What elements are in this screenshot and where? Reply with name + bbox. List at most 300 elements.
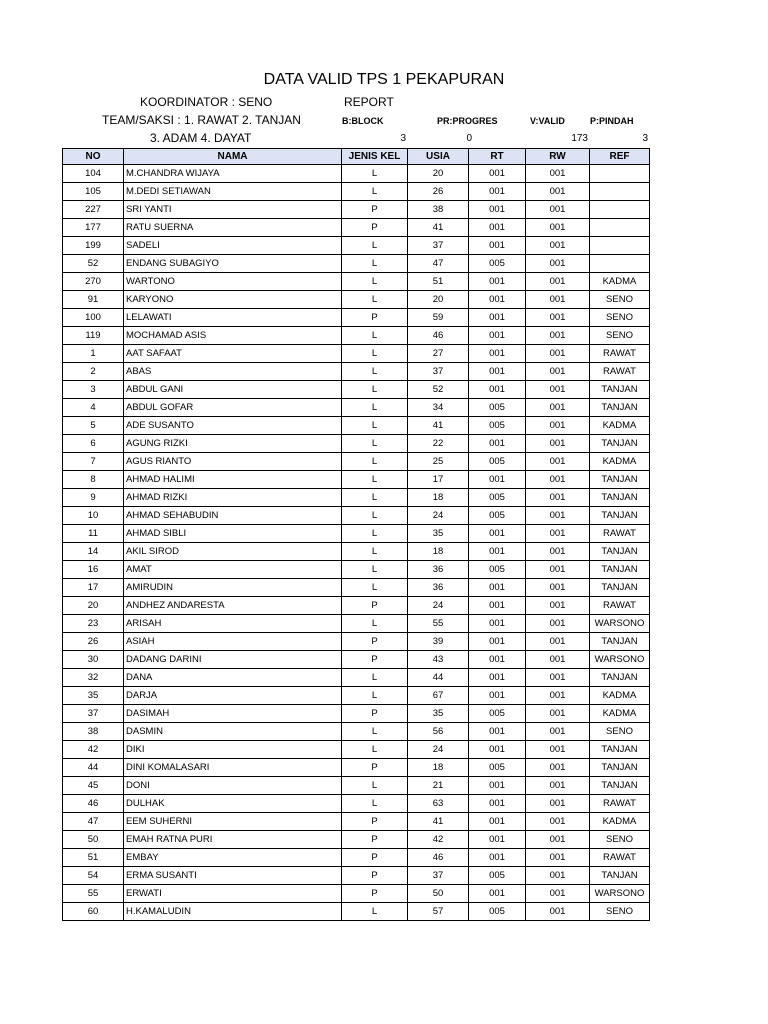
cell-no: 6 — [63, 435, 124, 453]
cell-usia: 37 — [408, 363, 469, 381]
cell-jenis-kel: L — [342, 471, 408, 489]
table-row — [63, 831, 650, 849]
table-row — [63, 201, 650, 219]
table-row — [63, 291, 650, 309]
cell-nama: AMAT — [124, 561, 342, 579]
cell-rt: 001 — [469, 219, 526, 237]
cell-usia: 67 — [408, 687, 469, 705]
cell-rw: 001 — [526, 381, 590, 399]
table-row — [63, 489, 650, 507]
cell-nama: DINI KOMALASARI — [124, 759, 342, 777]
table-row — [63, 813, 650, 831]
cell-rw: 001 — [526, 669, 590, 687]
legend-block: B:BLOCK — [342, 116, 384, 126]
cell-jenis-kel: L — [342, 669, 408, 687]
cell-rt: 001 — [469, 615, 526, 633]
cell-no: 119 — [63, 327, 124, 345]
cell-no: 47 — [63, 813, 124, 831]
cell-jenis-kel: L — [342, 507, 408, 525]
cell-jenis-kel: P — [342, 759, 408, 777]
table-row — [63, 759, 650, 777]
cell-nama: ASIAH — [124, 633, 342, 651]
cell-jenis-kel: L — [342, 183, 408, 201]
cell-ref: TANJAN — [590, 741, 650, 759]
cell-nama: ENDANG SUBAGIYO — [124, 255, 342, 273]
cell-usia: 42 — [408, 831, 469, 849]
count-pindah: 3 — [642, 133, 648, 144]
cell-jenis-kel: L — [342, 435, 408, 453]
cell-rt: 005 — [469, 417, 526, 435]
table-row — [63, 705, 650, 723]
legend-progres: PR:PROGRES — [437, 116, 498, 126]
cell-rw: 001 — [526, 579, 590, 597]
cell-jenis-kel: L — [342, 327, 408, 345]
cell-jenis-kel: P — [342, 867, 408, 885]
cell-no: 30 — [63, 651, 124, 669]
cell-ref: TANJAN — [590, 867, 650, 885]
cell-no: 44 — [63, 759, 124, 777]
table-row — [63, 579, 650, 597]
cell-usia: 22 — [408, 435, 469, 453]
cell-rt: 001 — [469, 525, 526, 543]
cell-ref: TANJAN — [590, 543, 650, 561]
cell-ref: KADMA — [590, 705, 650, 723]
cell-ref: SENO — [590, 327, 650, 345]
cell-usia: 57 — [408, 903, 469, 921]
cell-no: 1 — [63, 345, 124, 363]
cell-no: 4 — [63, 399, 124, 417]
cell-usia: 37 — [408, 867, 469, 885]
cell-no: 20 — [63, 597, 124, 615]
cell-rt: 001 — [469, 633, 526, 651]
column-header-ref: REF — [590, 149, 650, 165]
cell-rt: 001 — [469, 309, 526, 327]
cell-rw: 001 — [526, 723, 590, 741]
cell-rw: 001 — [526, 597, 590, 615]
cell-no: 16 — [63, 561, 124, 579]
cell-usia: 52 — [408, 381, 469, 399]
cell-nama: AHMAD RIZKI — [124, 489, 342, 507]
cell-no: 104 — [63, 165, 124, 183]
cell-rw: 001 — [526, 651, 590, 669]
cell-jenis-kel: L — [342, 795, 408, 813]
cell-jenis-kel: L — [342, 399, 408, 417]
cell-nama: MOCHAMAD ASIS — [124, 327, 342, 345]
count-block: 3 — [400, 133, 406, 144]
cell-usia: 44 — [408, 669, 469, 687]
cell-no: 8 — [63, 471, 124, 489]
cell-ref — [590, 165, 650, 183]
cell-jenis-kel: L — [342, 363, 408, 381]
cell-rw: 001 — [526, 777, 590, 795]
cell-nama: DASMIN — [124, 723, 342, 741]
cell-rt: 001 — [469, 381, 526, 399]
cell-rw: 001 — [526, 849, 590, 867]
cell-no: 52 — [63, 255, 124, 273]
cell-rw: 001 — [526, 507, 590, 525]
cell-jenis-kel: P — [342, 651, 408, 669]
cell-ref: RAWAT — [590, 345, 650, 363]
cell-ref: TANJAN — [590, 759, 650, 777]
cell-usia: 27 — [408, 345, 469, 363]
table-row — [63, 903, 650, 921]
cell-ref — [590, 237, 650, 255]
cell-ref: TANJAN — [590, 507, 650, 525]
cell-no: 5 — [63, 417, 124, 435]
cell-rt: 001 — [469, 165, 526, 183]
table-row — [63, 777, 650, 795]
cell-rt: 001 — [469, 579, 526, 597]
cell-rt: 001 — [469, 273, 526, 291]
cell-ref: RAWAT — [590, 597, 650, 615]
cell-jenis-kel: P — [342, 309, 408, 327]
cell-nama: M.CHANDRA WIJAYA — [124, 165, 342, 183]
cell-usia: 50 — [408, 885, 469, 903]
cell-no: 26 — [63, 633, 124, 651]
cell-jenis-kel: P — [342, 219, 408, 237]
cell-no: 17 — [63, 579, 124, 597]
cell-ref: TANJAN — [590, 489, 650, 507]
cell-rw: 001 — [526, 435, 590, 453]
cell-jenis-kel: P — [342, 597, 408, 615]
cell-nama: DIKI — [124, 741, 342, 759]
cell-jenis-kel: L — [342, 255, 408, 273]
cell-jenis-kel: L — [342, 381, 408, 399]
cell-rt: 001 — [469, 741, 526, 759]
cell-usia: 36 — [408, 561, 469, 579]
cell-ref: SENO — [590, 309, 650, 327]
cell-rw: 001 — [526, 345, 590, 363]
cell-nama: AKIL SIROD — [124, 543, 342, 561]
cell-rw: 001 — [526, 273, 590, 291]
cell-usia: 20 — [408, 165, 469, 183]
cell-rw: 001 — [526, 561, 590, 579]
cell-jenis-kel: L — [342, 579, 408, 597]
table-body — [63, 165, 650, 921]
cell-usia: 35 — [408, 525, 469, 543]
cell-nama: ERWATI — [124, 885, 342, 903]
cell-jenis-kel: L — [342, 741, 408, 759]
cell-rt: 001 — [469, 849, 526, 867]
table-row — [63, 687, 650, 705]
cell-usia: 51 — [408, 273, 469, 291]
cell-no: 60 — [63, 903, 124, 921]
cell-jenis-kel: L — [342, 525, 408, 543]
table-row — [63, 435, 650, 453]
cell-rt: 001 — [469, 291, 526, 309]
cell-ref: SENO — [590, 831, 650, 849]
cell-jenis-kel: L — [342, 165, 408, 183]
cell-jenis-kel: L — [342, 453, 408, 471]
cell-ref — [590, 255, 650, 273]
column-header-usia: USIA — [408, 149, 469, 165]
cell-usia: 38 — [408, 201, 469, 219]
table-row — [63, 399, 650, 417]
table-row — [63, 543, 650, 561]
cell-nama: ABDUL GANI — [124, 381, 342, 399]
cell-no: 42 — [63, 741, 124, 759]
cell-rt: 005 — [469, 759, 526, 777]
cell-jenis-kel: L — [342, 273, 408, 291]
cell-rt: 001 — [469, 543, 526, 561]
cell-jenis-kel: L — [342, 345, 408, 363]
cell-rw: 001 — [526, 687, 590, 705]
column-header-jenis-kel: JENIS KEL — [342, 149, 408, 165]
cell-rt: 001 — [469, 669, 526, 687]
cell-ref: TANJAN — [590, 435, 650, 453]
cell-no: 11 — [63, 525, 124, 543]
cell-no: 51 — [63, 849, 124, 867]
document-title: DATA VALID TPS 1 PEKAPURAN — [263, 71, 505, 88]
cell-nama: LELAWATI — [124, 309, 342, 327]
cell-nama: RATU SUERNA — [124, 219, 342, 237]
cell-no: 9 — [63, 489, 124, 507]
cell-no: 177 — [63, 219, 124, 237]
table-row — [63, 849, 650, 867]
cell-rt: 001 — [469, 435, 526, 453]
cell-rw: 001 — [526, 309, 590, 327]
cell-rw: 001 — [526, 255, 590, 273]
cell-rw: 001 — [526, 219, 590, 237]
table-row — [63, 381, 650, 399]
cell-ref: KADMA — [590, 453, 650, 471]
cell-usia: 55 — [408, 615, 469, 633]
cell-rt: 001 — [469, 723, 526, 741]
cell-ref: KADMA — [590, 813, 650, 831]
cell-rw: 001 — [526, 363, 590, 381]
cell-nama: AHMAD SEHABUDIN — [124, 507, 342, 525]
cell-rw: 001 — [526, 759, 590, 777]
cell-ref — [590, 201, 650, 219]
cell-usia: 36 — [408, 579, 469, 597]
cell-usia: 25 — [408, 453, 469, 471]
cell-no: 55 — [63, 885, 124, 903]
table-row — [63, 453, 650, 471]
cell-no: 3 — [63, 381, 124, 399]
table-row — [63, 327, 650, 345]
table-row — [63, 165, 650, 183]
cell-jenis-kel: L — [342, 777, 408, 795]
cell-rt: 001 — [469, 795, 526, 813]
table-row — [63, 795, 650, 813]
cell-ref: KADMA — [590, 687, 650, 705]
cell-rt: 001 — [469, 237, 526, 255]
cell-ref: KADMA — [590, 417, 650, 435]
cell-nama: H.KAMALUDIN — [124, 903, 342, 921]
cell-jenis-kel: L — [342, 237, 408, 255]
cell-rw: 001 — [526, 705, 590, 723]
cell-rw: 001 — [526, 903, 590, 921]
cell-rt: 001 — [469, 885, 526, 903]
team-saksi-line-2: 3. ADAM 4. DAYAT — [150, 131, 252, 145]
cell-rt: 001 — [469, 813, 526, 831]
cell-nama: AGUS RIANTO — [124, 453, 342, 471]
cell-no: 46 — [63, 795, 124, 813]
column-header-rt: RT — [469, 149, 526, 165]
cell-jenis-kel: P — [342, 885, 408, 903]
cell-nama: DONI — [124, 777, 342, 795]
cell-nama: EMBAY — [124, 849, 342, 867]
cell-rw: 001 — [526, 813, 590, 831]
cell-no: 14 — [63, 543, 124, 561]
cell-no: 100 — [63, 309, 124, 327]
koordinator-label: KOORDINATOR : SENO — [140, 95, 273, 109]
cell-ref: TANJAN — [590, 579, 650, 597]
cell-jenis-kel: L — [342, 417, 408, 435]
cell-rt: 001 — [469, 363, 526, 381]
cell-nama: SADELI — [124, 237, 342, 255]
cell-rw: 001 — [526, 201, 590, 219]
cell-jenis-kel: L — [342, 615, 408, 633]
cell-no: 7 — [63, 453, 124, 471]
cell-usia: 18 — [408, 543, 469, 561]
table-row — [63, 525, 650, 543]
cell-usia: 35 — [408, 705, 469, 723]
cell-nama: ABAS — [124, 363, 342, 381]
cell-jenis-kel: L — [342, 561, 408, 579]
cell-usia: 34 — [408, 399, 469, 417]
cell-rt: 005 — [469, 453, 526, 471]
count-valid: 173 — [571, 133, 588, 144]
cell-no: 270 — [63, 273, 124, 291]
cell-nama: DANA — [124, 669, 342, 687]
cell-no: 227 — [63, 201, 124, 219]
cell-rt: 001 — [469, 471, 526, 489]
cell-ref — [590, 183, 650, 201]
cell-rt: 001 — [469, 831, 526, 849]
cell-nama: DASIMAH — [124, 705, 342, 723]
cell-usia: 43 — [408, 651, 469, 669]
cell-no: 23 — [63, 615, 124, 633]
cell-no: 2 — [63, 363, 124, 381]
cell-ref: WARSONO — [590, 885, 650, 903]
cell-rw: 001 — [526, 885, 590, 903]
table-row — [63, 183, 650, 201]
table-row — [63, 363, 650, 381]
cell-no: 45 — [63, 777, 124, 795]
cell-usia: 24 — [408, 597, 469, 615]
legend-valid: V:VALID — [530, 116, 565, 126]
table-row — [63, 237, 650, 255]
cell-nama: DARJA — [124, 687, 342, 705]
table-row — [63, 651, 650, 669]
cell-usia: 56 — [408, 723, 469, 741]
cell-no: 38 — [63, 723, 124, 741]
table-row — [63, 633, 650, 651]
cell-nama: WARTONO — [124, 273, 342, 291]
cell-usia: 37 — [408, 237, 469, 255]
cell-nama: ARISAH — [124, 615, 342, 633]
cell-usia: 47 — [408, 255, 469, 273]
voter-table — [62, 148, 650, 921]
cell-nama: EEM SUHERNI — [124, 813, 342, 831]
cell-rt: 005 — [469, 507, 526, 525]
cell-jenis-kel: L — [342, 489, 408, 507]
cell-jenis-kel: P — [342, 831, 408, 849]
cell-nama: EMAH RATNA PURI — [124, 831, 342, 849]
cell-usia: 24 — [408, 507, 469, 525]
cell-nama: ADE SUSANTO — [124, 417, 342, 435]
cell-rw: 001 — [526, 741, 590, 759]
column-header-nama: NAMA — [124, 149, 342, 165]
cell-ref: TANJAN — [590, 777, 650, 795]
table-row — [63, 723, 650, 741]
cell-jenis-kel: P — [342, 849, 408, 867]
cell-jenis-kel: L — [342, 291, 408, 309]
cell-no: 37 — [63, 705, 124, 723]
cell-ref: TANJAN — [590, 561, 650, 579]
cell-usia: 18 — [408, 489, 469, 507]
cell-rw: 001 — [526, 453, 590, 471]
cell-no: 32 — [63, 669, 124, 687]
cell-ref: SENO — [590, 291, 650, 309]
cell-rw: 001 — [526, 417, 590, 435]
cell-ref — [590, 219, 650, 237]
table-header-row — [63, 149, 650, 165]
table-row — [63, 885, 650, 903]
cell-ref: WARSONO — [590, 651, 650, 669]
cell-usia: 41 — [408, 813, 469, 831]
cell-rw: 001 — [526, 399, 590, 417]
cell-rw: 001 — [526, 471, 590, 489]
cell-ref: SENO — [590, 903, 650, 921]
cell-rt: 005 — [469, 705, 526, 723]
cell-ref: RAWAT — [590, 525, 650, 543]
cell-rt: 001 — [469, 597, 526, 615]
cell-jenis-kel: P — [342, 633, 408, 651]
cell-rw: 001 — [526, 327, 590, 345]
table-row — [63, 507, 650, 525]
cell-rw: 001 — [526, 525, 590, 543]
cell-jenis-kel: P — [342, 705, 408, 723]
cell-rw: 001 — [526, 867, 590, 885]
table-row — [63, 273, 650, 291]
cell-usia: 59 — [408, 309, 469, 327]
cell-rw: 001 — [526, 237, 590, 255]
count-progres: 0 — [466, 133, 472, 144]
cell-usia: 18 — [408, 759, 469, 777]
cell-ref: RAWAT — [590, 795, 650, 813]
cell-rt: 001 — [469, 183, 526, 201]
column-header-no: NO — [63, 149, 124, 165]
cell-nama: KARYONO — [124, 291, 342, 309]
cell-no: 50 — [63, 831, 124, 849]
cell-rt: 005 — [469, 489, 526, 507]
cell-rw: 001 — [526, 489, 590, 507]
cell-rt: 001 — [469, 687, 526, 705]
cell-ref: TANJAN — [590, 669, 650, 687]
cell-rt: 005 — [469, 561, 526, 579]
table-row — [63, 597, 650, 615]
cell-usia: 24 — [408, 741, 469, 759]
cell-rw: 001 — [526, 183, 590, 201]
cell-nama: ANDHEZ ANDARESTA — [124, 597, 342, 615]
cell-nama: AHMAD SIBLI — [124, 525, 342, 543]
cell-rt: 001 — [469, 777, 526, 795]
cell-jenis-kel: L — [342, 903, 408, 921]
table-row — [63, 345, 650, 363]
cell-usia: 46 — [408, 849, 469, 867]
team-saksi-line-1: TEAM/SAKSI : 1. RAWAT 2. TANJAN — [102, 113, 301, 127]
cell-nama: ERMA SUSANTI — [124, 867, 342, 885]
cell-usia: 17 — [408, 471, 469, 489]
cell-nama: M.DEDI SETIAWAN — [124, 183, 342, 201]
cell-ref: TANJAN — [590, 381, 650, 399]
table-row — [63, 417, 650, 435]
cell-nama: AHMAD HALIMI — [124, 471, 342, 489]
cell-nama: ABDUL GOFAR — [124, 399, 342, 417]
cell-jenis-kel: L — [342, 723, 408, 741]
